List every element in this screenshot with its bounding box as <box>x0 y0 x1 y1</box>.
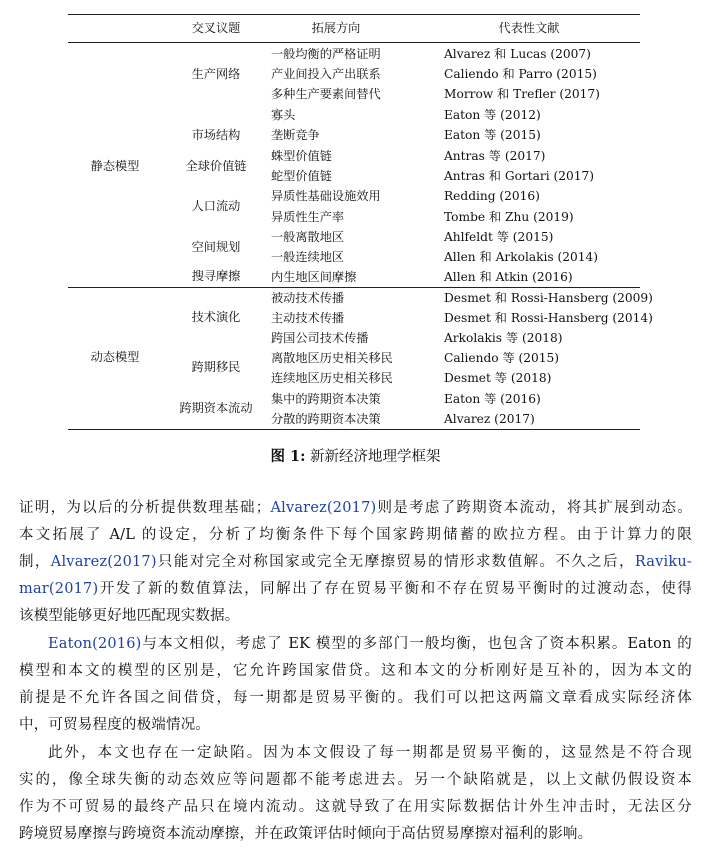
subcategory-label: 搜寻摩擦 <box>191 269 241 283</box>
text-line: 中，可贸易程度的极端情况。 <box>19 717 211 733</box>
citation-link[interactable]: Alvarez(2017) <box>270 500 377 516</box>
row-reference: Morrow 和 Trefler (2017) <box>444 87 600 101</box>
header-reference: 代表性文献 <box>498 21 560 35</box>
subcategory-label: 空间规划 <box>191 240 241 254</box>
text-line: 该模型能够更好地匹配现实数据。 <box>19 608 240 624</box>
subcategory-label: 人口流动 <box>191 199 241 213</box>
text-line: 实的，像全球失衡的动态效应等问题都不能考虑进去。另一个缺陷就是，以上文献仍假设资本 <box>19 772 692 788</box>
row-reference: Alvarez (2017) <box>444 412 535 426</box>
row-reference: Desmet 和 Rossi-Hansberg (2014) <box>444 311 653 325</box>
subcategory-label: 跨期资本流动 <box>179 401 253 415</box>
text-line: 本文拓展了 A/L 的设定，分析了均衡条件下每个国家跨期储蓄的欧拉方程。由于计算力的限 <box>19 527 692 543</box>
row-direction: 一般连续地区 <box>271 250 345 264</box>
row-reference: Desmet 等 (2018) <box>444 371 552 385</box>
subcategory-label: 生产网络 <box>191 67 241 81</box>
row-direction: 主动技术传播 <box>271 311 345 325</box>
table-header-rule <box>68 42 640 43</box>
header-topic: 交叉议题 <box>191 21 241 35</box>
row-reference: Allen 和 Atkin (2016) <box>444 270 573 284</box>
row-direction: 被动技术传播 <box>271 291 345 305</box>
text-line: mar(2017)开发了新的数值算法，同解出了存在贸易平衡和不存在贸易平衡时的过渡动态，使得 <box>19 581 692 597</box>
text-line: 证明，为以后的分析提供数理基础；Alvarez(2017)则是考虑了跨期资本流动，将其扩展到动态。 <box>19 500 692 516</box>
caption-text: 新新经济地理学框架 <box>310 449 441 465</box>
row-reference: Ahlfeldt 等 (2015) <box>444 230 554 244</box>
row-direction: 分散的跨期资本决策 <box>271 412 381 426</box>
row-reference: Eaton 等 (2016) <box>444 392 541 406</box>
row-reference: Tombe 和 Zhu (2019) <box>444 210 574 224</box>
paragraph-1 <box>19 495 692 630</box>
text-line: 模型和本文的模型的区别是，它允许跨国家借贷。这和本文的分析刚好是互补的，因为本文的 <box>19 663 692 679</box>
row-reference: Alvarez 和 Lucas (2007) <box>444 47 591 61</box>
row-direction: 蛇型价值链 <box>271 169 332 183</box>
row-direction: 内生地区间摩擦 <box>271 270 357 284</box>
row-direction: 产业间投入产出联系 <box>271 67 381 81</box>
subcategory-label: 全球价值链 <box>185 159 247 173</box>
text-line: 制，Alvarez(2017)只能对完全对称国家或完全无摩擦贸易的情形求数值解。不久之后，Raviku- <box>19 554 692 570</box>
row-direction: 垄断竞争 <box>271 128 320 142</box>
paragraph-3 <box>19 740 692 848</box>
text-line: 此外，本文也存在一定缺陷。因为本文假设了每一期都是贸易平衡的，这显然是不符合现 <box>48 745 692 761</box>
row-reference: Caliendo 和 Parro (2015) <box>444 67 597 81</box>
text-line: 作为不可贸易的最终产品只在境内流动。这就导致了在用实际数据估计外生冲击时，无法区分 <box>19 799 692 815</box>
header-direction: 拓展方向 <box>311 21 361 35</box>
row-direction: 连续地区历史相关移民 <box>271 371 393 385</box>
row-direction: 集中的跨期资本决策 <box>271 392 381 406</box>
table-bottom-rule <box>68 429 640 430</box>
row-reference: Arkolakis 等 (2018) <box>444 331 563 345</box>
citation-link[interactable]: Raviku- <box>634 554 692 570</box>
row-reference: Antras 和 Gortari (2017) <box>444 169 595 183</box>
row-reference: Eaton 等 (2012) <box>444 108 541 122</box>
citation-link[interactable]: Alvarez(2017) <box>50 554 157 570</box>
text-line: Eaton(2016)与本文相似，考虑了 EK 模型的多部门一般均衡，也包含了资本积累。Eaton 的 <box>48 636 692 652</box>
subcategory-label: 技术演化 <box>191 310 241 324</box>
row-direction: 蛛型价值链 <box>271 149 332 163</box>
row-reference: Eaton 等 (2015) <box>444 128 541 142</box>
row-direction: 寡头 <box>271 108 296 122</box>
table-top-rule <box>68 14 640 15</box>
row-reference: Allen 和 Arkolakis (2014) <box>444 250 599 264</box>
category-dynamic: 动态模型 <box>90 350 140 364</box>
subcategory-label: 跨期移民 <box>191 360 241 374</box>
row-direction: 离散地区历史相关移民 <box>271 351 393 365</box>
caption-label: 图 1: <box>270 448 306 465</box>
text-line: 跨境贸易摩擦与跨境资本流动摩擦，并在政策评估时倾向于高估贸易摩擦对福利的影响。 <box>19 826 593 842</box>
row-direction: 一般离散地区 <box>271 230 345 244</box>
figure-caption <box>0 445 711 466</box>
citation-link[interactable]: mar(2017) <box>19 581 99 597</box>
row-reference: Antras 等 (2017) <box>444 149 546 163</box>
text-line: 前提是不允许各国之间借贷，每一期都是贸易平衡的。我们可以把这两篇文章看成实际经济体 <box>19 690 692 706</box>
citation-link[interactable]: Eaton(2016) <box>48 636 142 652</box>
row-direction: 异质性基础设施效用 <box>271 189 381 203</box>
row-direction: 多种生产要素间替代 <box>271 87 381 101</box>
row-direction: 异质性生产率 <box>271 210 345 224</box>
row-direction: 一般均衡的严格证明 <box>271 47 381 61</box>
row-reference: Desmet 和 Rossi-Hansberg (2009) <box>444 291 653 305</box>
row-direction: 跨国公司技术传播 <box>271 331 369 345</box>
subcategory-label: 市场结构 <box>191 128 241 142</box>
row-reference: Redding (2016) <box>444 189 540 203</box>
category-static: 静态模型 <box>90 159 140 173</box>
row-reference: Caliendo 等 (2015) <box>444 351 560 365</box>
paragraph-2 <box>19 631 692 739</box>
